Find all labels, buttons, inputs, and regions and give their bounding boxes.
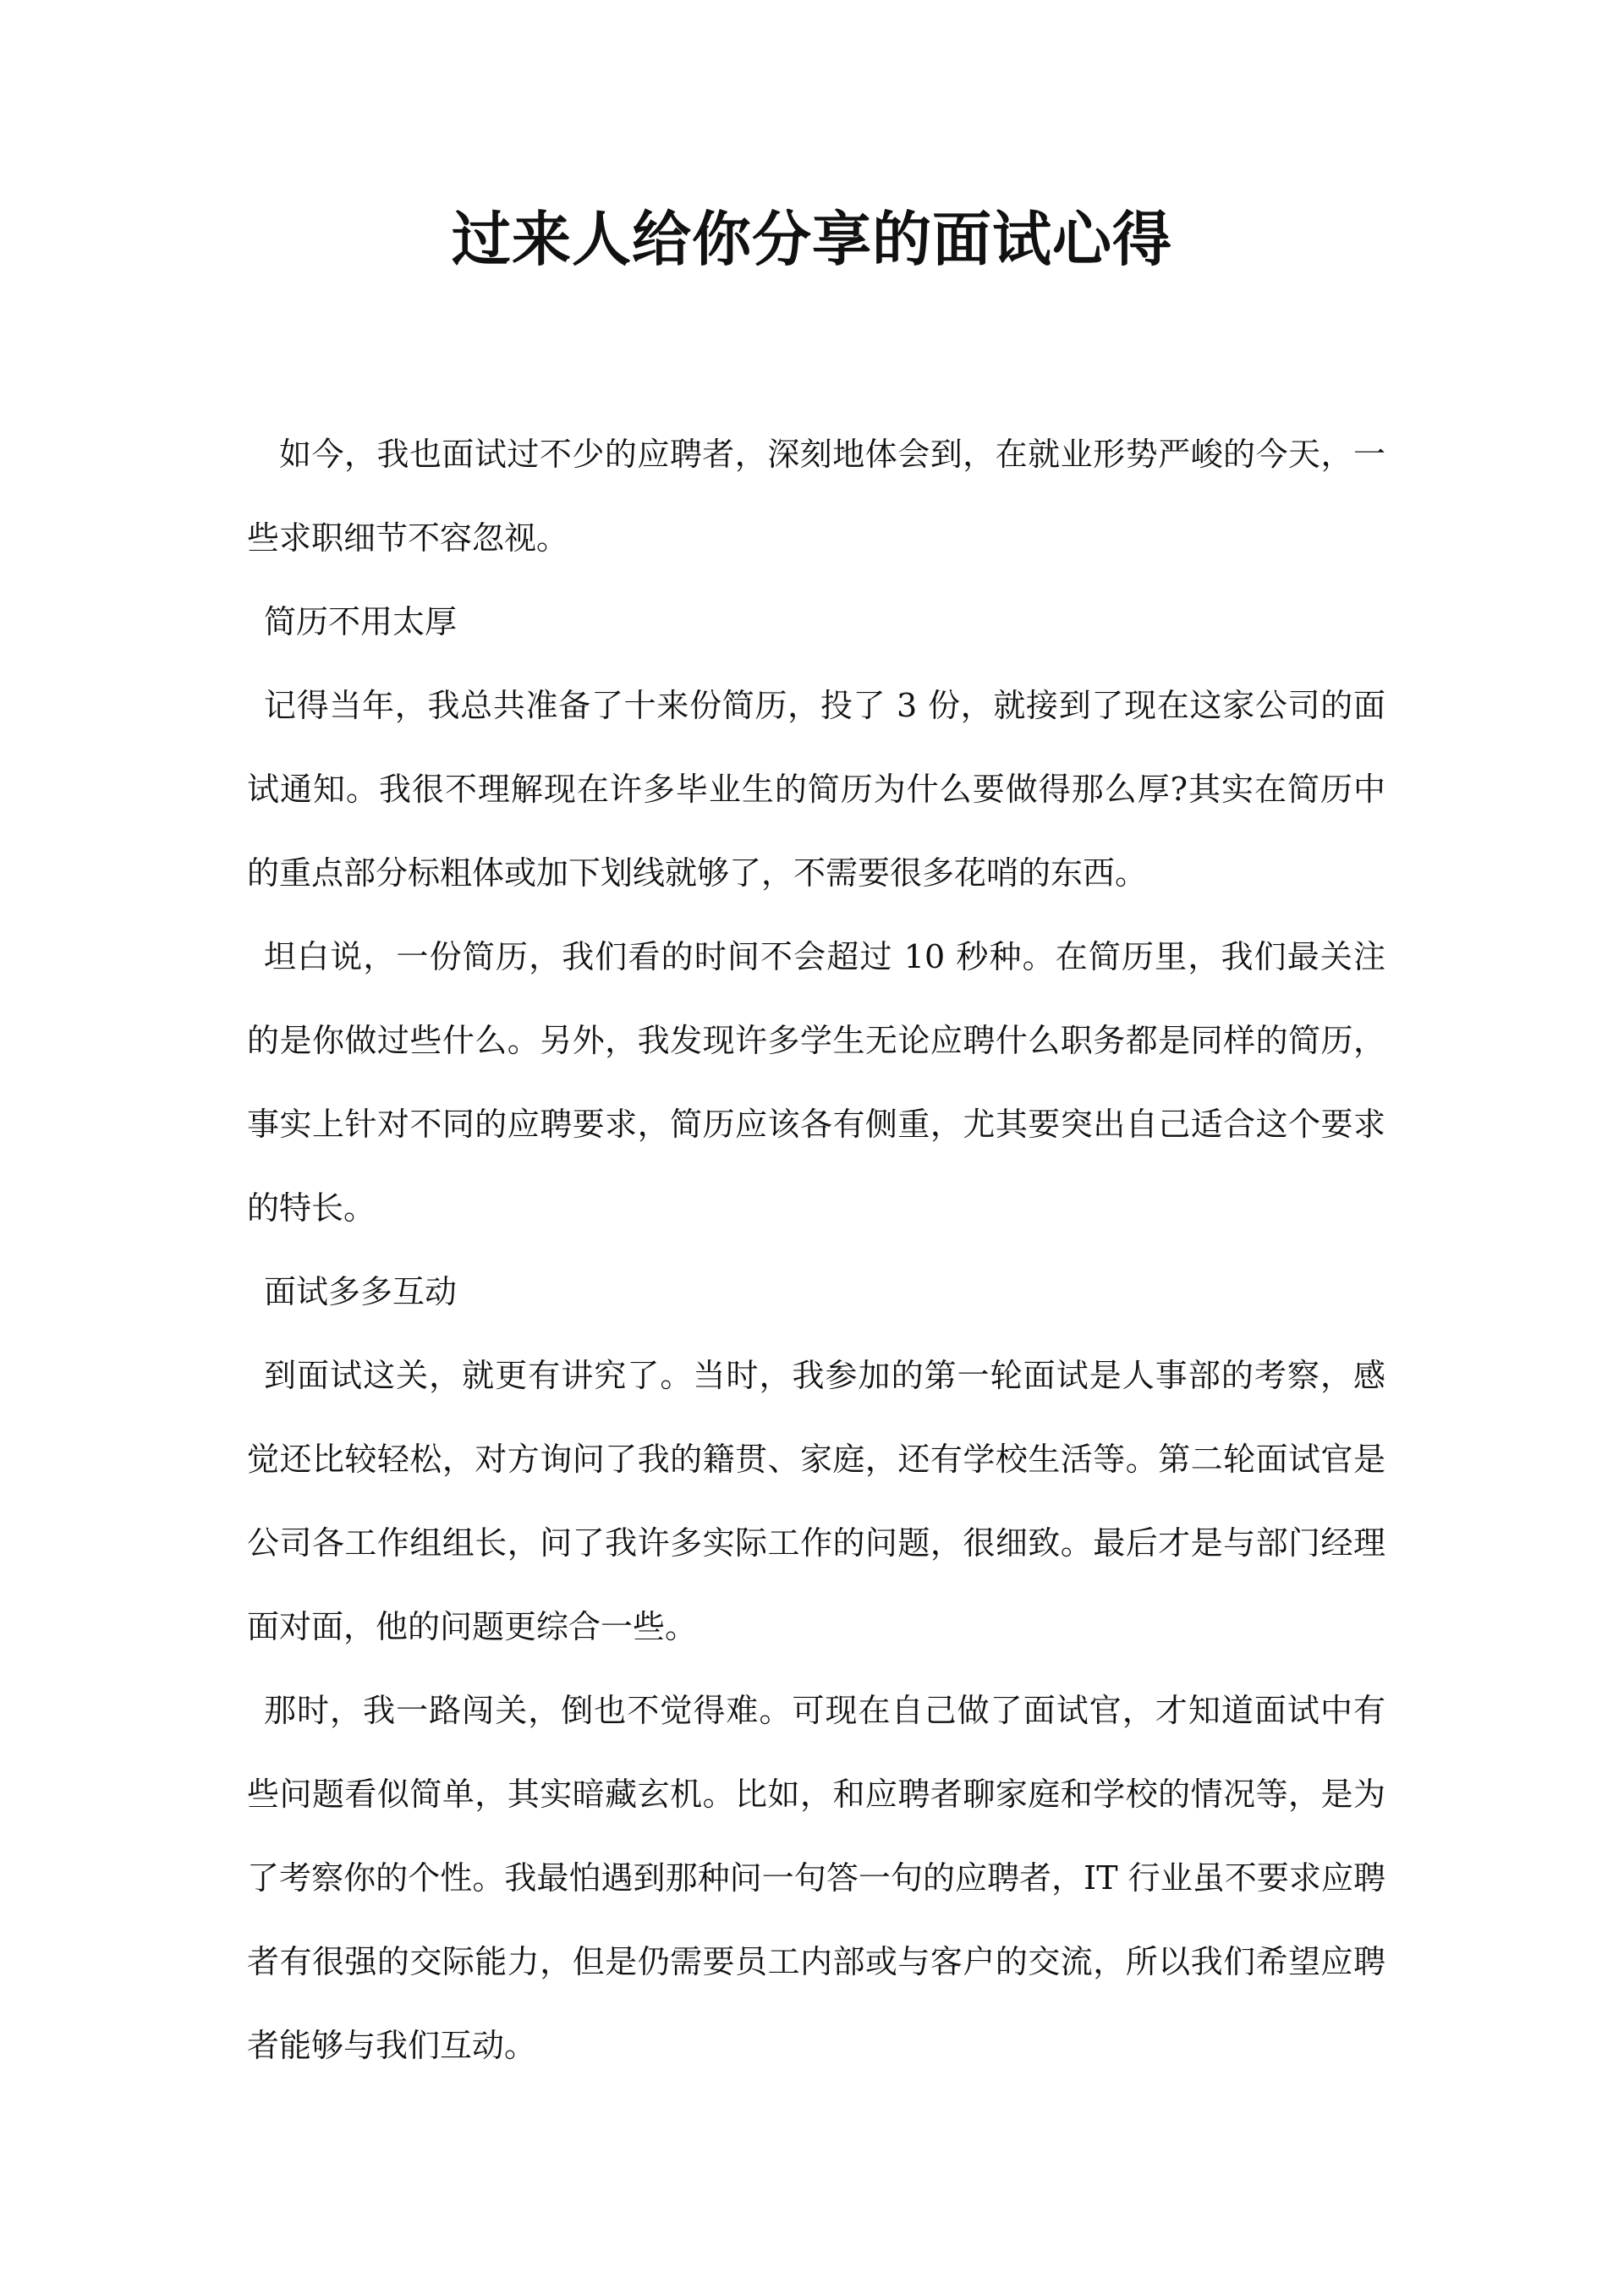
- paragraph-intro: 如今，我也面试过不少的应聘者，深刻地体会到，在就业形势严峻的今天，一些求职细节不容忽视。: [247, 436, 1385, 557]
- section-heading-interview: 面试多多互动: [264, 1273, 458, 1310]
- paragraph-interview-1: 到面试这关，就更有讲究了。当时，我参加的第一轮面试是人事部的考察，感觉还比较轻松，对方询问了我的籍贯、家庭，还有学校生活等。第二轮面试官是公司各工作组组长，问了我许多实际工作的问题，很细致。最后才是与部门经理面对面，他的问题更综合一些。: [247, 1357, 1385, 1645]
- paragraph-resume-2: 坦白说，一份简历，我们看的时间不会超过 10 秒种。在简历里，我们最关注的是你做过些什么。另外，我发现许多学生无论应聘什么职务都是同样的简历，事实上针对不同的应聘要求，简历应该各有侧重，尤其要突出自己适合这个要求的特长。: [247, 938, 1385, 1227]
- paragraph-interview-2: 那时，我一路闯关，倒也不觉得难。可现在自己做了面试官，才知道面试中有些问题看似简单，其实暗藏玄机。比如，和应聘者聊家庭和学校的情况等，是为了考察你的个性。我最怕遇到那种问一句答一句的应聘者，IT 行业虽不要求应聘者有很强的交际能力，但是仍需要员工内部或与客户的交流，所以我们希望应聘者能够与我们互动。: [247, 1692, 1385, 2064]
- document-title: 过来人给你分享的面试心得: [452, 204, 1172, 274]
- paragraph-resume-1: 记得当年，我总共准备了十来份简历，投了 3 份，就接到了现在这家公司的面试通知。我很不理解现在许多毕业生的简历为什么要做得那么厚?其实在简历中的重点部分标粗体或加下划线就够了，不需要很多花哨的东西。: [247, 687, 1385, 892]
- section-heading-resume: 简历不用太厚: [264, 603, 458, 640]
- document-body: [247, 413, 1385, 2088]
